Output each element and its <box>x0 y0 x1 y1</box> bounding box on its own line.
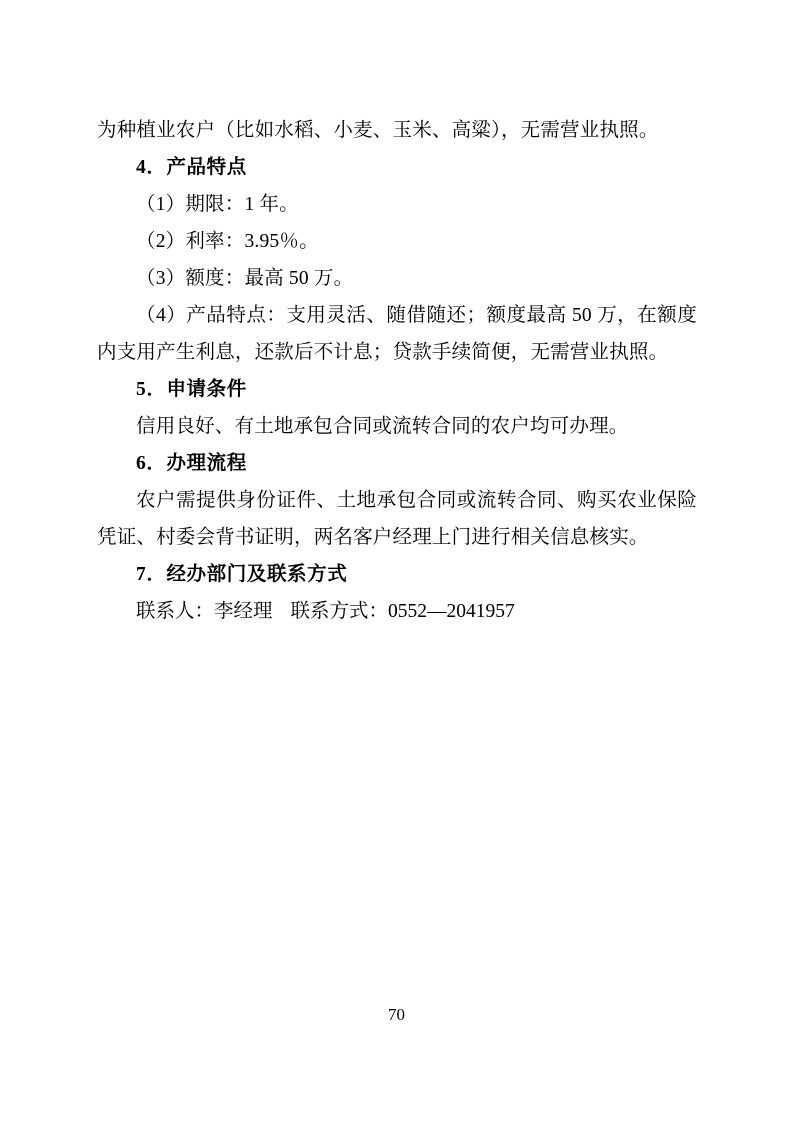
paragraph-rate: （2）利率：3.95％。 <box>136 231 319 252</box>
paragraph-term: （1）期限：1 年。 <box>136 194 299 215</box>
paragraph-features: （4）产品特点：支用灵活、随借随还；额度最高 50 万，在额度内支用产生利息，还款后不计息；贷款手续简便，无需营业执照。 <box>97 305 697 363</box>
contact-person-label: 联系人： <box>136 601 215 622</box>
contact-line <box>97 593 697 630</box>
paragraph-limit: （3）额度：最高 50 万。 <box>136 268 354 289</box>
paragraph-process: 农户需提供身份证件、土地承包合同或流转合同、购买农业保险凭证、村委会背书证明，两名客户经理上门进行相关信息核实。 <box>97 490 697 548</box>
page-number: 70 <box>388 1005 405 1024</box>
section-heading-contact: 7．经办部门及联系方式 <box>136 564 348 585</box>
paragraph-conditions: 信用良好、有土地承包合同或流转合同的农户均可办理。 <box>136 416 629 437</box>
section-heading-application-conditions: 5．申请条件 <box>136 379 247 400</box>
paragraph-intro: 为种植业农户（比如水稻、小麦、玉米、高粱），无需营业执照。 <box>97 120 659 141</box>
contact-phone-number: 0552—2041957 <box>388 601 515 622</box>
contact-method-label: 联系方式： <box>290 601 389 622</box>
document-body <box>97 112 697 630</box>
section-heading-process: 6．办理流程 <box>136 453 247 474</box>
section-heading-product-features: 4．产品特点 <box>136 157 247 178</box>
contact-person-name: 李经理 <box>214 601 273 622</box>
